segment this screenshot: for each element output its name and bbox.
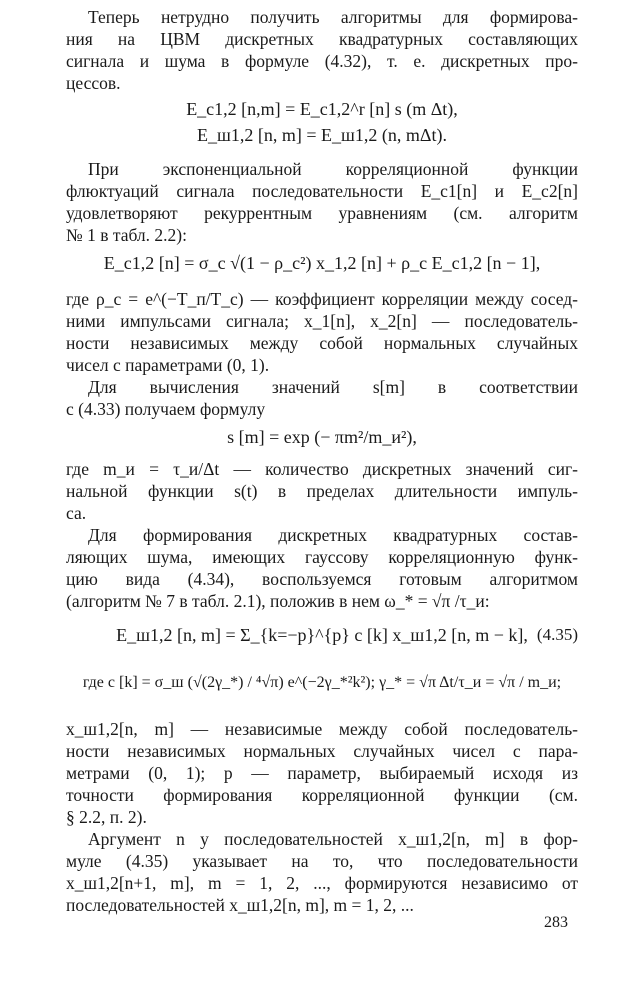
text-line: ности независимых нормальных случайных чисел с пара- — [66, 741, 578, 761]
text-line: (алгоритм № 7 в табл. 2.1), положив в нем ω_* = √π /τ_и: — [66, 591, 490, 611]
text-line: последовательностей x_ш1,2[n, m], m = 1, 2, ... — [66, 895, 414, 915]
formula: s [m] = exp (− πm²/m_и²), — [227, 427, 417, 447]
text-line: При экспоненциальной корреляционной функции — [88, 159, 578, 179]
text-line: Аргумент n у последовательностей x_ш1,2[n, m] в фор- — [88, 829, 578, 849]
formula: E_c1,2 [n,m] = E_c1,2^r [n] s (m Δt), — [186, 99, 458, 119]
text-line: са. — [66, 503, 87, 523]
text-line: цессов. — [66, 73, 121, 93]
text-line: с (4.33) получаем формулу — [66, 399, 266, 419]
formula: E_c1,2 [n] = σ_c √(1 − ρ_c²) x_1,2 [n] + ρ_c E_c1,2 [n − 1], — [103, 253, 541, 273]
formula: E_ш1,2 [n, m] = E_ш1,2 (n, mΔt). — [197, 125, 447, 145]
text-line: где m_и = τ_и/Δt — количество дискретных значений сиг- — [66, 459, 578, 479]
page-number: 283 — [544, 914, 568, 931]
text-line: Для формирования дискретных квадратурных состав- — [88, 525, 578, 545]
text-line: чисел с параметрами (0, 1). — [66, 355, 270, 375]
text-line: Для вычисления значений s[m] в соответствии — [88, 377, 578, 397]
formula-body: E_ш1,2 [n, m] = Σ_{k=−p}^{p} c [k] x_ш1,2 [n, m − k], — [116, 625, 528, 645]
text-line: точности формирования корреляционной функции (см. — [66, 785, 578, 805]
text-line: муле (4.35) указывает на то, что последовательности — [66, 851, 578, 871]
text-line: Теперь нетрудно получить алгоритмы для формирова- — [88, 7, 578, 27]
text-line: удовлетворяют рекуррентным уравнениям (см. алгоритм — [66, 203, 578, 223]
text-line: метрами (0, 1); p — параметр, выбираемый исходя из — [66, 763, 578, 783]
formula — [66, 624, 578, 646]
text-line: флюктуаций сигнала последовательности E_c1[n] и E_c2[n] — [66, 181, 578, 201]
text-line: где ρ_c = e^(−T_п/T_c) — коэффициент корреляции между сосед- — [66, 289, 578, 309]
text-line: ними импульсами сигнала; x_1[n], x_2[n] — последователь- — [66, 311, 578, 331]
text-line: § 2.2, п. 2). — [66, 807, 147, 827]
text-line: x_ш1,2[n+1, m], m = 1, 2, ..., формируются независимо от — [66, 873, 578, 893]
text-line: x_ш1,2[n, m] — независимые между собой последователь- — [66, 719, 578, 739]
text-line: ния на ЦВМ дискретных квадратурных составляющих — [66, 29, 578, 49]
text-line: ности независимых между собой нормальных случайных — [66, 333, 578, 353]
text-line: № 1 в табл. 2.2): — [66, 225, 187, 245]
text-line: сигнала и шума в формуле (4.32), т. е. дискретных про- — [66, 51, 578, 71]
text-line: ляющих шума, имеющих гауссову корреляционную функ- — [66, 547, 578, 567]
equation-number: (4.35) — [536, 625, 578, 644]
formula: где c [k] = σ_ш (√(2γ_*) / ⁴√π) e^(−2γ_*²k²); γ_* = √π Δt/τ_и = √π / m_и; — [82, 674, 562, 691]
text-line: цию вида (4.34), воспользуемся готовым алгоритмом — [66, 569, 578, 589]
text-line: нальной функции s(t) в пределах длительности импуль- — [66, 481, 578, 501]
